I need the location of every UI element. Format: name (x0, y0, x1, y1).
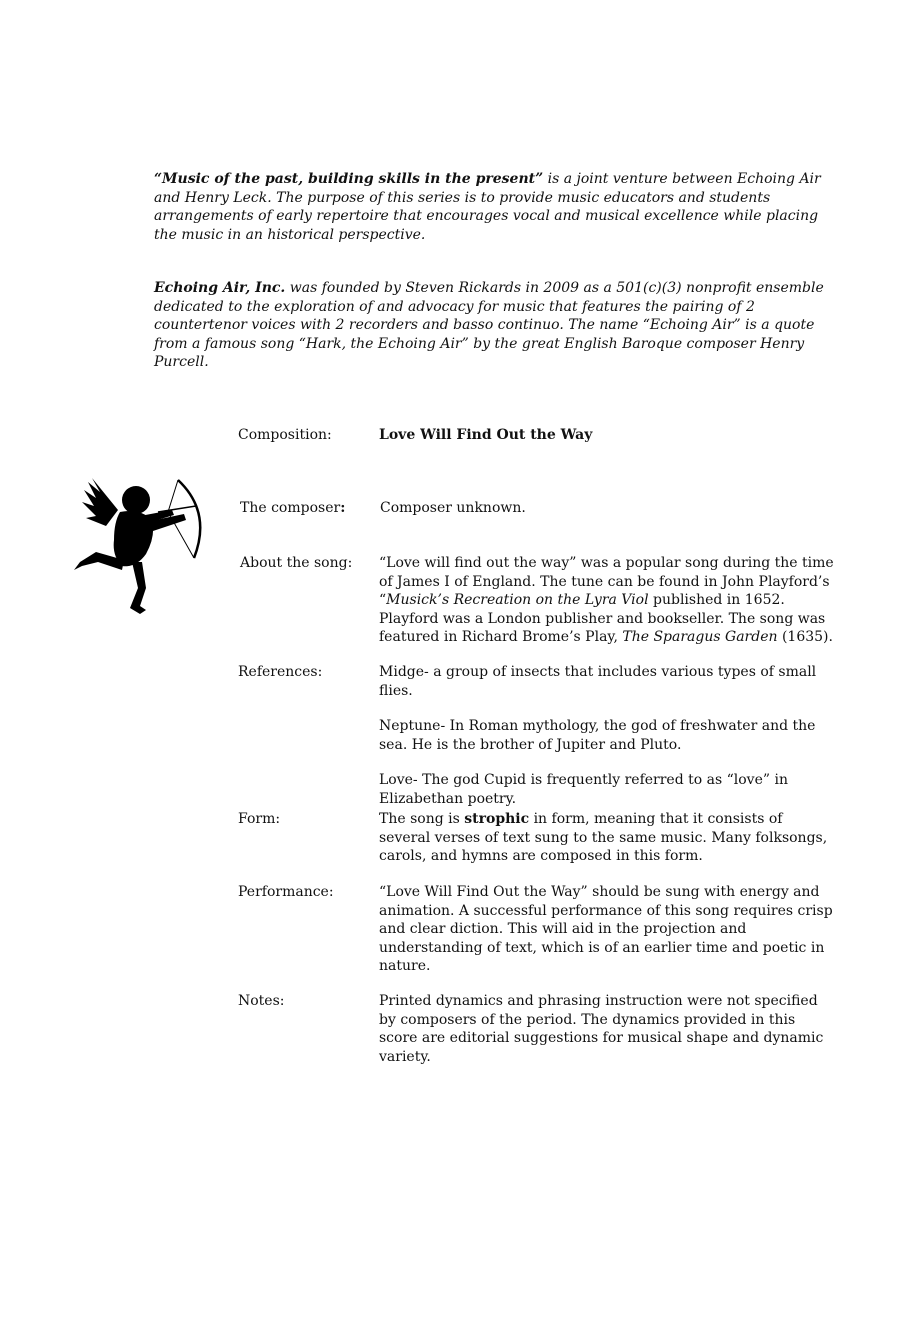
org-name: Echoing Air, Inc. (154, 280, 286, 296)
references-list (379, 663, 834, 808)
org-description: was founded by Steven Rickards in 2009 as a 501(c)(3) nonprofit ensemble dedicated to the exploration of and advocacy for music that features the pairing of 2 countertenor voices with 2 recorders and basso continuo. The name “Echoing Air” is a quote from a famous song “Hark, the Echoing Air” by the great English Baroque composer Henry Purcell. (154, 280, 824, 370)
references-label: References: (238, 664, 323, 680)
intro-paragraph-echoing-air (154, 279, 834, 372)
reference-item: Love- The god Cupid is frequently referred to as “love” in Elizabethan poetry. (379, 772, 788, 807)
about-label: About the song: (240, 555, 353, 571)
reference-item: Midge- a group of insects that includes various types of small flies. (379, 664, 817, 699)
intro-paragraph-series (154, 170, 834, 244)
form-text: The song is strophic in form, meaning that it consists of several verses of text sung to the same music. Many folksongs, carols, and hymns are composed in this form. (379, 811, 828, 864)
form-label: Form: (238, 811, 281, 827)
notes-label: Notes: (238, 993, 285, 1009)
performance-text: “Love Will Find Out the Way” should be sung with energy and animation. A successful performance of this song requires crisp and clear diction. This will aid in the projection and understanding of text, which is of an earlier time and poetic in nature. (379, 884, 833, 974)
reference-item: Neptune- In Roman mythology, the god of freshwater and the sea. He is the brother of Jupiter and Pluto. (379, 718, 816, 753)
composition-label: Composition: (238, 427, 332, 443)
notes-text: Printed dynamics and phrasing instruction were not specified by composers of the period. The dynamics provided in this score are editorial suggestions for musical shape and dynamic variety. (379, 993, 824, 1065)
performance-label: Performance: (238, 884, 334, 900)
cupid-silhouette-icon (66, 470, 206, 620)
musick-recreation-title: Musick’s Recreation on the Lyra Viol (386, 592, 649, 608)
composer-value: Composer unknown. (380, 500, 526, 516)
strophic-term: strophic (464, 811, 530, 827)
composition-title: Love Will Find Out the Way (379, 427, 593, 443)
composer-label: The composer: (240, 500, 346, 516)
sparagus-garden-title: The Sparagus Garden (622, 629, 778, 645)
series-title: “Music of the past, building skills in the present” (154, 171, 544, 187)
about-text: “Love will find out the way” was a popular song during the time of James I of England. The tune can be found in John Playford’s “Musick’s Recreation on the Lyra Viol published in 1652. Playford was a London publisher and bookseller. The song was featured in Richard Brome’s Play, The Sparagus Garden (1635). (379, 555, 834, 645)
series-description: is a joint venture between Echoing Air and Henry Leck. The purpose of this series is to provide music educators and students arrangements of early repertoire that encourages vocal and musical excellence while placing the music in an historical perspective. (154, 171, 821, 243)
